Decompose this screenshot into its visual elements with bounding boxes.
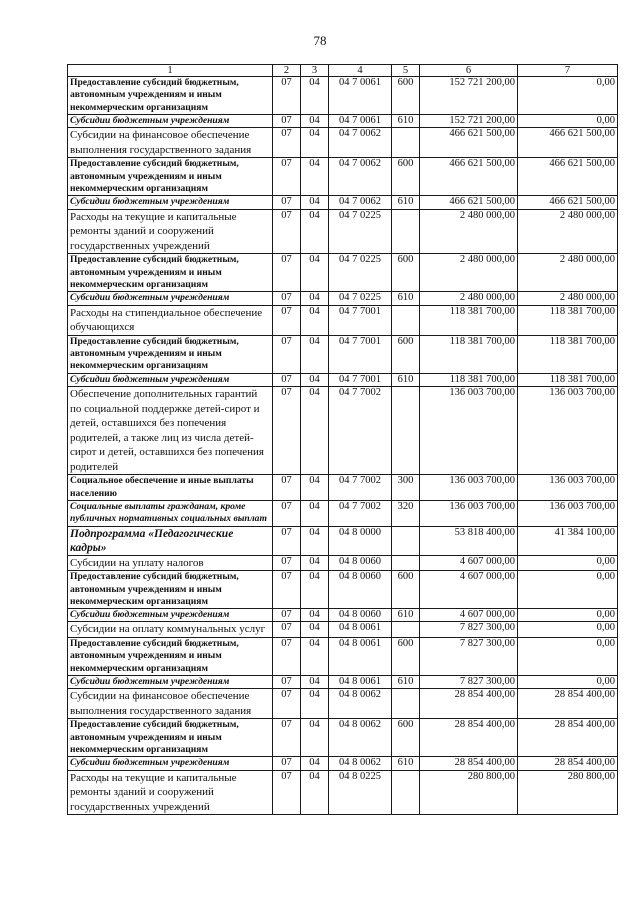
amount-cell: 466 621 500,00: [420, 158, 518, 196]
target-article-cell: 04 8 0061: [329, 638, 392, 676]
target-article-cell: 04 7 7002: [329, 501, 392, 527]
expense-type-cell: [392, 128, 420, 158]
amount-cell: 2 480 000,00: [420, 209, 518, 254]
section-code-cell: 07: [273, 114, 301, 127]
target-article-cell: 04 7 0225: [329, 292, 392, 305]
amount-cell: 4 607 000,00: [420, 571, 518, 609]
expense-type-cell: [392, 689, 420, 719]
target-article-cell: 04 8 0062: [329, 757, 392, 770]
section-code-cell: 07: [273, 209, 301, 254]
table-row: [68, 609, 618, 622]
expense-name-cell: Расходы на текущие и капитальные ремонты зданий и сооружений государственных учреждений: [68, 770, 273, 815]
amount-next-cell: 0,00: [518, 571, 618, 609]
target-article-cell: 04 7 7001: [329, 305, 392, 335]
amount-cell: 7 827 300,00: [420, 675, 518, 688]
amount-next-cell: 0,00: [518, 114, 618, 127]
table-row: [68, 254, 618, 292]
target-article-cell: 04 7 0061: [329, 77, 392, 115]
amount-cell: 4 607 000,00: [420, 609, 518, 622]
section-code-cell: 07: [273, 501, 301, 527]
expense-name-cell: Предоставление субсидий бюджетным, автономным учреждениям и иным некоммерческим организациям: [68, 254, 273, 292]
target-article-cell: 04 8 0225: [329, 770, 392, 815]
amount-cell: 136 003 700,00: [420, 386, 518, 475]
section-code-cell: 07: [273, 128, 301, 158]
amount-next-cell: 280 800,00: [518, 770, 618, 815]
expense-type-cell: 610: [392, 675, 420, 688]
target-article-cell: 04 8 0060: [329, 609, 392, 622]
expense-name-cell: Расходы на стипендиальное обеспечение обучающихся: [68, 305, 273, 335]
amount-next-cell: 2 480 000,00: [518, 254, 618, 292]
column-header: 2: [273, 65, 301, 77]
section-code-cell: 07: [273, 757, 301, 770]
section-code-cell: 07: [273, 335, 301, 373]
amount-cell: 28 854 400,00: [420, 757, 518, 770]
amount-cell: 2 480 000,00: [420, 292, 518, 305]
section-code-cell: 07: [273, 689, 301, 719]
section-code-cell: 07: [273, 770, 301, 815]
table-row: [68, 209, 618, 254]
expense-type-cell: 610: [392, 373, 420, 386]
section-code-cell: 07: [273, 571, 301, 609]
subsection-code-cell: 04: [301, 571, 329, 609]
amount-next-cell: 118 381 700,00: [518, 335, 618, 373]
expense-type-cell: [392, 209, 420, 254]
expense-type-cell: [392, 622, 420, 638]
subsection-code-cell: 04: [301, 335, 329, 373]
section-code-cell: 07: [273, 555, 301, 571]
table-row: [68, 571, 618, 609]
section-code-cell: 07: [273, 373, 301, 386]
expense-type-cell: 600: [392, 77, 420, 115]
section-code-cell: 07: [273, 158, 301, 196]
expense-name-cell: Подпрограмма «Педагогические кадры»: [68, 526, 273, 555]
expense-type-cell: 600: [392, 719, 420, 757]
expense-name-cell: Субсидии на уплату налогов: [68, 555, 273, 571]
expense-name-cell: Предоставление субсидий бюджетным, автономным учреждениям и иным некоммерческим организациям: [68, 571, 273, 609]
expense-type-cell: 600: [392, 335, 420, 373]
subsection-code-cell: 04: [301, 77, 329, 115]
expense-type-cell: 610: [392, 114, 420, 127]
expense-type-cell: 600: [392, 571, 420, 609]
subsection-code-cell: 04: [301, 757, 329, 770]
amount-next-cell: 0,00: [518, 622, 618, 638]
target-article-cell: 04 7 0225: [329, 209, 392, 254]
column-header: 1: [68, 65, 273, 77]
expense-type-cell: 610: [392, 609, 420, 622]
amount-next-cell: 136 003 700,00: [518, 475, 618, 501]
amount-next-cell: 28 854 400,00: [518, 757, 618, 770]
expense-name-cell: Предоставление субсидий бюджетным, автономным учреждениям и иным некоммерческим организациям: [68, 638, 273, 676]
expense-type-cell: 320: [392, 501, 420, 527]
section-code-cell: 07: [273, 622, 301, 638]
section-code-cell: 07: [273, 719, 301, 757]
section-code-cell: 07: [273, 526, 301, 555]
column-header: 3: [301, 65, 329, 77]
table-row: [68, 77, 618, 115]
expense-name-cell: Субсидии бюджетным учреждениям: [68, 609, 273, 622]
target-article-cell: 04 7 0061: [329, 114, 392, 127]
expense-type-cell: 610: [392, 757, 420, 770]
amount-cell: 136 003 700,00: [420, 475, 518, 501]
expense-type-cell: 600: [392, 158, 420, 196]
amount-next-cell: 466 621 500,00: [518, 128, 618, 158]
target-article-cell: 04 8 0060: [329, 555, 392, 571]
expense-type-cell: 610: [392, 196, 420, 209]
expense-name-cell: Субсидии на финансовое обеспечение выполнения государственного задания: [68, 689, 273, 719]
target-article-cell: 04 7 7001: [329, 373, 392, 386]
amount-next-cell: 41 384 100,00: [518, 526, 618, 555]
expense-name-cell: Субсидии бюджетным учреждениям: [68, 675, 273, 688]
section-code-cell: 07: [273, 77, 301, 115]
table-row: [68, 373, 618, 386]
amount-cell: 2 480 000,00: [420, 254, 518, 292]
table-row: [68, 526, 618, 555]
amount-cell: 4 607 000,00: [420, 555, 518, 571]
amount-cell: 152 721 200,00: [420, 114, 518, 127]
expense-type-cell: 300: [392, 475, 420, 501]
subsection-code-cell: 04: [301, 770, 329, 815]
amount-cell: 28 854 400,00: [420, 689, 518, 719]
target-article-cell: 04 7 7002: [329, 475, 392, 501]
amount-cell: 152 721 200,00: [420, 77, 518, 115]
table-row: [68, 196, 618, 209]
expense-type-cell: [392, 386, 420, 475]
target-article-cell: 04 8 0062: [329, 689, 392, 719]
amount-next-cell: 136 003 700,00: [518, 386, 618, 475]
section-code-cell: 07: [273, 609, 301, 622]
amount-next-cell: 2 480 000,00: [518, 292, 618, 305]
expense-type-cell: 600: [392, 638, 420, 676]
subsection-code-cell: 04: [301, 386, 329, 475]
amount-next-cell: 466 621 500,00: [518, 158, 618, 196]
expense-type-cell: 610: [392, 292, 420, 305]
column-header: 6: [420, 65, 518, 77]
expense-name-cell: Субсидии бюджетным учреждениям: [68, 114, 273, 127]
target-article-cell: 04 8 0000: [329, 526, 392, 555]
expense-name-cell: Субсидии на оплату коммунальных услуг: [68, 622, 273, 638]
table-row: [68, 335, 618, 373]
expense-name-cell: Субсидии бюджетным учреждениям: [68, 292, 273, 305]
subsection-code-cell: 04: [301, 675, 329, 688]
subsection-code-cell: 04: [301, 305, 329, 335]
target-article-cell: 04 7 0062: [329, 196, 392, 209]
amount-next-cell: 136 003 700,00: [518, 501, 618, 527]
table-row: [68, 719, 618, 757]
amount-next-cell: 0,00: [518, 675, 618, 688]
subsection-code-cell: 04: [301, 373, 329, 386]
section-code-cell: 07: [273, 305, 301, 335]
amount-cell: 466 621 500,00: [420, 196, 518, 209]
amount-cell: 466 621 500,00: [420, 128, 518, 158]
section-code-cell: 07: [273, 196, 301, 209]
section-code-cell: 07: [273, 675, 301, 688]
amount-next-cell: 118 381 700,00: [518, 305, 618, 335]
amount-next-cell: 0,00: [518, 555, 618, 571]
subsection-code-cell: 04: [301, 609, 329, 622]
subsection-code-cell: 04: [301, 254, 329, 292]
table-row: [68, 770, 618, 815]
target-article-cell: 04 7 0062: [329, 128, 392, 158]
table-row: [68, 501, 618, 527]
column-header: 4: [329, 65, 392, 77]
amount-next-cell: 118 381 700,00: [518, 373, 618, 386]
amount-cell: 118 381 700,00: [420, 305, 518, 335]
section-code-cell: 07: [273, 254, 301, 292]
expense-type-cell: [392, 526, 420, 555]
table-row: [68, 638, 618, 676]
target-article-cell: 04 8 0061: [329, 622, 392, 638]
subsection-code-cell: 04: [301, 501, 329, 527]
expense-name-cell: Предоставление субсидий бюджетным, автономным учреждениям и иным некоммерческим организациям: [68, 335, 273, 373]
amount-next-cell: 0,00: [518, 609, 618, 622]
target-article-cell: 04 7 7002: [329, 386, 392, 475]
subsection-code-cell: 04: [301, 292, 329, 305]
table-row: [68, 114, 618, 127]
table-body: [68, 65, 618, 815]
budget-table: [67, 64, 618, 815]
expense-name-cell: Предоставление субсидий бюджетным, автономным учреждениям и иным некоммерческим организациям: [68, 158, 273, 196]
subsection-code-cell: 04: [301, 158, 329, 196]
subsection-code-cell: 04: [301, 475, 329, 501]
expense-name-cell: Субсидии на финансовое обеспечение выполнения государственного задания: [68, 128, 273, 158]
expense-name-cell: Субсидии бюджетным учреждениям: [68, 757, 273, 770]
subsection-code-cell: 04: [301, 209, 329, 254]
expense-name-cell: Предоставление субсидий бюджетным, автономным учреждениям и иным некоммерческим организациям: [68, 719, 273, 757]
table-row: [68, 757, 618, 770]
amount-cell: 28 854 400,00: [420, 719, 518, 757]
subsection-code-cell: 04: [301, 196, 329, 209]
subsection-code-cell: 04: [301, 622, 329, 638]
expense-name-cell: Предоставление субсидий бюджетным, автономным учреждениям и иным некоммерческим организациям: [68, 77, 273, 115]
amount-cell: 280 800,00: [420, 770, 518, 815]
table-row: [68, 475, 618, 501]
subsection-code-cell: 04: [301, 689, 329, 719]
expense-name-cell: Субсидии бюджетным учреждениям: [68, 373, 273, 386]
table-row: [68, 555, 618, 571]
table-row: [68, 622, 618, 638]
table-row: [68, 292, 618, 305]
target-article-cell: 04 8 0062: [329, 719, 392, 757]
table-row: [68, 675, 618, 688]
column-header: 7: [518, 65, 618, 77]
subsection-code-cell: 04: [301, 555, 329, 571]
table-row: [68, 386, 618, 475]
subsection-code-cell: 04: [301, 719, 329, 757]
page-number: 78: [313, 33, 327, 48]
expense-type-cell: 600: [392, 254, 420, 292]
table-row: [68, 128, 618, 158]
expense-type-cell: [392, 770, 420, 815]
amount-next-cell: 466 621 500,00: [518, 196, 618, 209]
section-code-cell: 07: [273, 638, 301, 676]
section-code-cell: 07: [273, 292, 301, 305]
table-row: [68, 689, 618, 719]
expense-name-cell: Обеспечение дополнительных гарантий по социальной поддержке детей-сирот и детей, оставшихся без попечения родителей, а также лиц из числа детей-сирот и детей, оставшихся без попечения родителей: [68, 386, 273, 475]
expense-type-cell: [392, 305, 420, 335]
subsection-code-cell: 04: [301, 526, 329, 555]
amount-cell: 118 381 700,00: [420, 373, 518, 386]
target-article-cell: 04 8 0061: [329, 675, 392, 688]
subsection-code-cell: 04: [301, 638, 329, 676]
expense-type-cell: [392, 555, 420, 571]
target-article-cell: 04 7 0062: [329, 158, 392, 196]
expense-name-cell: Социальное обеспечение и иные выплаты населению: [68, 475, 273, 501]
section-code-cell: 07: [273, 386, 301, 475]
amount-cell: 136 003 700,00: [420, 501, 518, 527]
amount-cell: 53 818 400,00: [420, 526, 518, 555]
table-row: [68, 305, 618, 335]
subsection-code-cell: 04: [301, 128, 329, 158]
amount-next-cell: 0,00: [518, 77, 618, 115]
expense-name-cell: Социальные выплаты гражданам, кроме публичных нормативных социальных выплат: [68, 501, 273, 527]
expense-name-cell: Расходы на текущие и капитальные ремонты зданий и сооружений государственных учреждений: [68, 209, 273, 254]
expense-name-cell: Субсидии бюджетным учреждениям: [68, 196, 273, 209]
target-article-cell: 04 7 7001: [329, 335, 392, 373]
amount-cell: 7 827 300,00: [420, 622, 518, 638]
table-row: [68, 158, 618, 196]
table-header-row: [68, 65, 618, 77]
amount-cell: 7 827 300,00: [420, 638, 518, 676]
subsection-code-cell: 04: [301, 114, 329, 127]
amount-next-cell: 28 854 400,00: [518, 719, 618, 757]
column-header: 5: [392, 65, 420, 77]
target-article-cell: 04 8 0060: [329, 571, 392, 609]
amount-next-cell: 0,00: [518, 638, 618, 676]
amount-next-cell: 2 480 000,00: [518, 209, 618, 254]
target-article-cell: 04 7 0225: [329, 254, 392, 292]
amount-cell: 118 381 700,00: [420, 335, 518, 373]
amount-next-cell: 28 854 400,00: [518, 689, 618, 719]
section-code-cell: 07: [273, 475, 301, 501]
